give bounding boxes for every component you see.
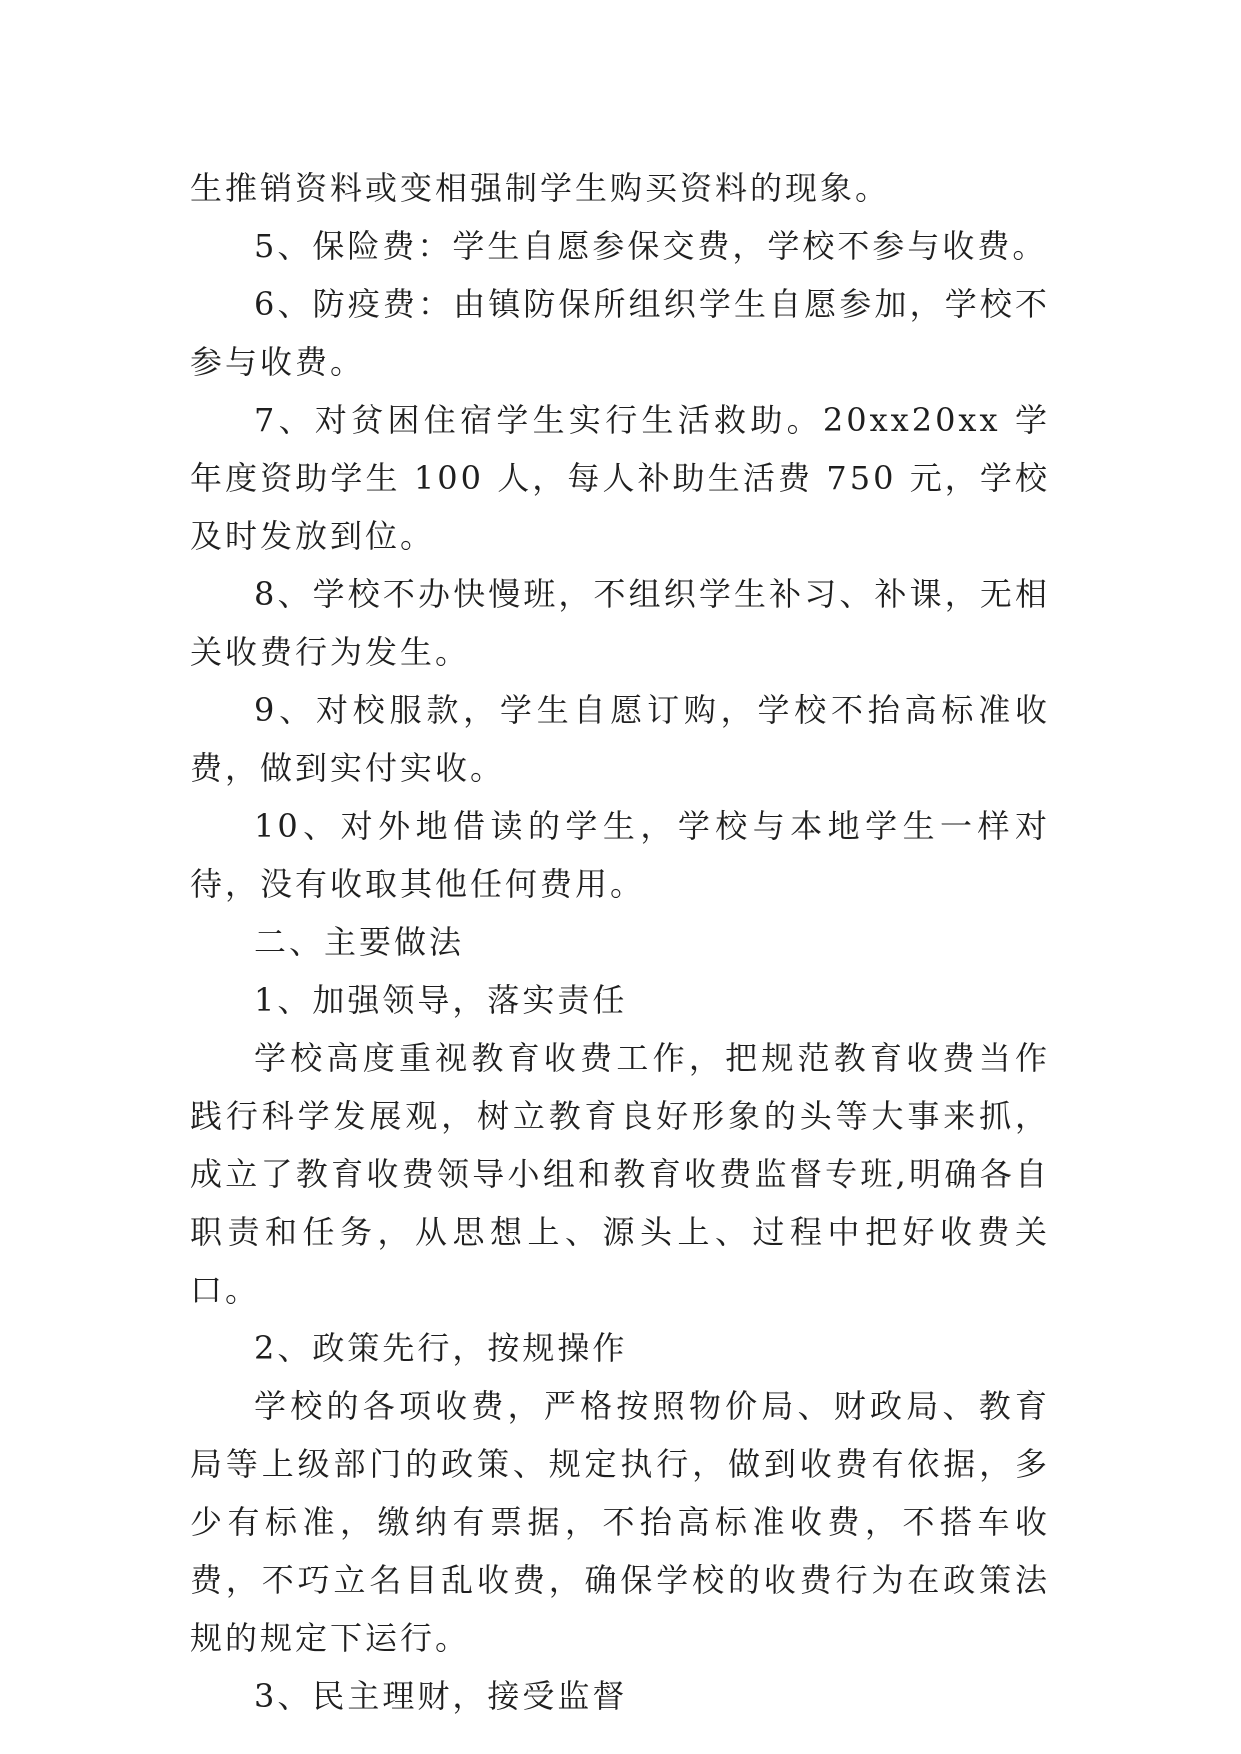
paragraph: 7、对贫困住宿学生实行生活救助。20xx20xx 学年度资助学生 100 人，每人补助生活费 750 元，学校及时发放到位。 xyxy=(190,401,1050,555)
paragraph: 学校高度重视教育收费工作，把规范教育收费当作践行科学发展观，树立教育良好形象的头等大事来抓，成立了教育收费领导小组和教育收费监督专班,明确各自职责和任务，从思想上、源头上、过程中把好收费关口。 xyxy=(190,1039,1050,1309)
paragraph: 5、保险费：学生自愿参保交费，学校不参与收费。 xyxy=(254,227,1048,265)
paragraph: 10、对外地借读的学生，学校与本地学生一样对待，没有收取其他任何费用。 xyxy=(190,807,1050,903)
subsection-heading: 3、民主理财，接受监督 xyxy=(254,1677,628,1715)
section-heading: 二、主要做法 xyxy=(254,923,465,961)
paragraph: 生推销资料或变相强制学生购买资料的现象。 xyxy=(190,169,891,207)
document-body xyxy=(190,159,1050,1725)
subsection-heading: 2、政策先行，按规操作 xyxy=(254,1329,628,1367)
subsection-heading: 1、加强领导，落实责任 xyxy=(254,981,628,1019)
paragraph: 8、学校不办快慢班，不组织学生补习、补课，无相关收费行为发生。 xyxy=(190,575,1050,671)
paragraph: 6、防疫费：由镇防保所组织学生自愿参加，学校不参与收费。 xyxy=(190,285,1050,381)
paragraph: 9、对校服款，学生自愿订购，学校不抬高标准收费，做到实付实收。 xyxy=(190,691,1050,787)
paragraph: 学校的各项收费，严格按照物价局、财政局、教育局等上级部门的政策、规定执行，做到收费有依据，多少有标准，缴纳有票据，不抬高标准收费，不搭车收费，不巧立名目乱收费，确保学校的收费行为在政策法规的规定下运行。 xyxy=(190,1387,1050,1657)
